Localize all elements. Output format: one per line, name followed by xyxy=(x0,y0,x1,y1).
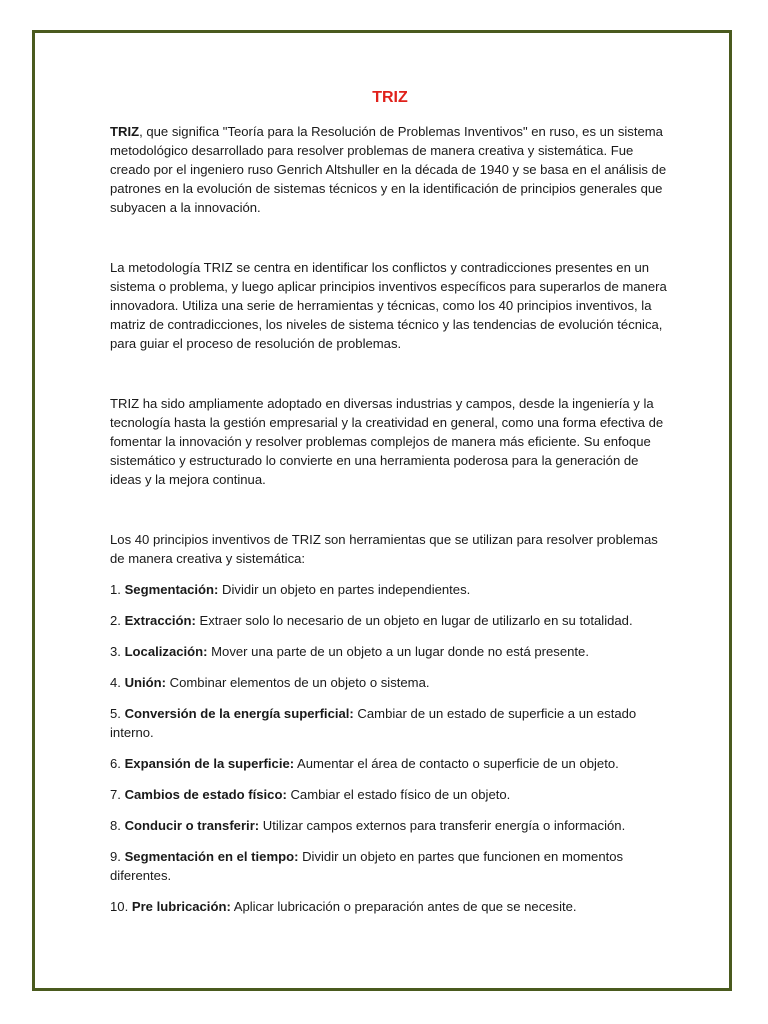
item-name: Conducir o transferir: xyxy=(124,818,260,833)
item-number: 3. xyxy=(110,644,125,659)
item-number: 10. xyxy=(110,899,132,914)
list-item xyxy=(110,816,670,835)
item-description: Cambiar el estado físico de un objeto. xyxy=(286,787,511,802)
intro-paragraph xyxy=(110,122,670,217)
item-number: 4. xyxy=(110,675,125,690)
item-description: Combinar elementos de un objeto o sistema. xyxy=(166,675,430,690)
list-item xyxy=(110,897,670,916)
item-description: Extraer solo lo necesario de un objeto en lugar de utilizarlo en su totalidad. xyxy=(195,613,633,628)
item-name: Segmentación: xyxy=(124,582,219,597)
item-description: Cambiar de un estado de superficie a un estado interno. xyxy=(110,706,637,740)
document-body xyxy=(110,88,670,928)
item-number: 7. xyxy=(110,787,125,802)
item-name: Expansión de la superficie: xyxy=(124,756,295,771)
item-description: Dividir un objeto en partes que funcionen en momentos diferentes. xyxy=(110,849,624,883)
item-name: Unión: xyxy=(124,675,167,690)
principles-list xyxy=(110,580,670,916)
item-name: Extracción: xyxy=(124,613,196,628)
methodology-paragraph: La metodología TRIZ se centra en identificar los conflictos y contradicciones presentes en un sistema o problema, y luego aplicar principios inventivos específicos para superarlos de manera innovadora. Utiliza una serie de herramientas y técnicas, como los 40 principios inventivos, la matriz de contradicciones, los niveles de sistema técnico y las tendencias de evolución técnica, para guiar el proceso de resolución de problemas. xyxy=(110,260,667,351)
list-item xyxy=(110,754,670,773)
item-name: Pre lubricación: xyxy=(131,899,231,914)
item-name: Conversión de la energía superficial: xyxy=(124,706,354,721)
item-name: Segmentación en el tiempo: xyxy=(124,849,299,864)
list-item xyxy=(110,642,670,661)
item-number: 6. xyxy=(110,756,125,771)
item-number: 2. xyxy=(110,613,125,628)
list-item xyxy=(110,673,670,692)
list-item xyxy=(110,785,670,804)
list-item xyxy=(110,847,670,885)
item-number: 5. xyxy=(110,706,125,721)
item-description: Mover una parte de un objeto a un lugar donde no está presente. xyxy=(207,644,589,659)
principles-intro: Los 40 principios inventivos de TRIZ son herramientas que se utilizan para resolver problemas de manera creativa y sistemática: xyxy=(110,532,658,566)
adoption-paragraph: TRIZ ha sido ampliamente adoptado en diversas industrias y campos, desde la ingeniería y la tecnología hasta la gestión empresarial y la creatividad en general, como una forma efectiva de fomentar la innovación y resolver problemas complejos de manera más eficiente. Su enfoque sistemático y estructurado lo convierte en una herramienta poderosa para la generación de ideas y la mejora continua. xyxy=(110,396,664,487)
item-number: 8. xyxy=(110,818,125,833)
item-description: Aplicar lubricación o preparación antes de que se necesite. xyxy=(230,899,577,914)
document-title: TRIZ xyxy=(372,89,408,106)
item-description: Dividir un objeto en partes independientes. xyxy=(218,582,471,597)
item-description: Aumentar el área de contacto o superficie de un objeto. xyxy=(294,756,619,771)
intro-text: , que significa "Teoría para la Resolución de Problemas Inventivos" en ruso, es un sistema metodológico desarrollado para resolver problemas de manera creativa y sistemática. Fue creado por el ingeniero ruso Genrich Altshuller en la década de 1940 y se basa en el análisis de patrones en la evolución de sistemas técnicos y en la identificación de principios generales que subyacen a la innovación. xyxy=(110,124,667,215)
item-name: Cambios de estado físico: xyxy=(124,787,287,802)
list-item xyxy=(110,704,670,742)
item-name: Localización: xyxy=(124,644,208,659)
list-item xyxy=(110,580,670,599)
item-number: 1. xyxy=(110,582,125,597)
item-description: Utilizar campos externos para transferir energía o información. xyxy=(259,818,626,833)
item-number: 9. xyxy=(110,849,125,864)
intro-bold-term: TRIZ xyxy=(110,124,140,139)
list-item xyxy=(110,611,670,630)
